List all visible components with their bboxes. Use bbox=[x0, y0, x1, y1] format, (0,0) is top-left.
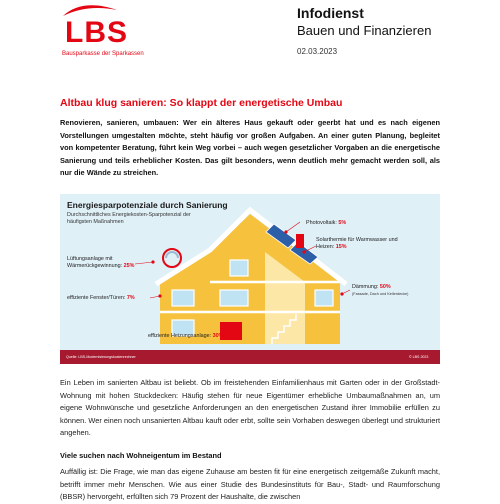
infographic bbox=[60, 194, 440, 364]
infographic-subtitle: Durchschnittliches Energiekosten-Sparpotenzial der häufigsten Maßnahmen bbox=[67, 212, 191, 225]
article-subheading: Viele suchen nach Wohneigentum im Bestand bbox=[60, 451, 222, 460]
header-subtitle: Bauen und Finanzieren bbox=[297, 23, 432, 38]
lbs-logo bbox=[57, 10, 177, 62]
label-lueftung: Lüftungsanlage mit Wärmerückgewinnung: 25% bbox=[67, 256, 135, 269]
article-paragraph-1: Ein Leben im sanierten Altbau ist beliebt. Ob im freistehenden Einfamilienhaus mit Garten oder in der Großstadt-Wohnung mit hohen Stuckdecken: Häufig stehen für neue Eigentümer erhebliche Umbaumaßnahmen an, um eigene Wohnwünsche und gesetzliche Anforderungen an den energetischen Zustand ihrer Immobilie erfüllen zu können. Wer einen noch unsanierten Altbau kauft oder erbt, sollte sein Vorhaben deswegen überlegt und strukturiert angehen. bbox=[60, 378, 440, 438]
label-daemmung: Dämmung: 50% bbox=[352, 284, 391, 290]
article-paragraph-2: Auffällig ist: Die Frage, wie man das eigene Zuhause am besten fit für eine energetisch zeitgemäße Zukunft macht, betrifft immer mehr Menschen. Wie aus einer Studie des Bundesinstituts für Bau-, Stadt- und Raumforschung (BBSR) hervorgeht, erfüllten sich 79 Prozent der Haushalte, die zwischen bbox=[60, 467, 440, 502]
label-solarthermie: Solarthermie für Warmwasser und Heizen: 15% bbox=[316, 237, 398, 250]
daemmung-note: (Fassade, Dach und Kellerdecke) bbox=[352, 292, 409, 296]
window-right bbox=[315, 290, 333, 306]
article-lead: Renovieren, sanieren, umbauen: Wer ein älteres Haus gekauft oder geerbt hat und es nach eigenen Vorstellungen umgestalten möchte, steht häufig vor großen Aufgaben. An einer guten Planung, begleitet von kompetenter Beratung, führt kein Weg vorbei – auch wegen gesetzlicher Vorgaben an die energetische Sanierung und teils erheblicher Kosten. Das gilt besonders, wenn deutlich mehr gemacht werden soll, als nur die Wände zu streichen. bbox=[60, 118, 440, 178]
infographic-copyright: © LBS 2023 bbox=[409, 355, 429, 359]
logo-subtitle: Bausparkasse der Sparkassen bbox=[62, 51, 144, 57]
window-attic bbox=[230, 260, 248, 276]
label-fenster: effiziente Fenster/Türen: 7% bbox=[67, 295, 135, 301]
label-photovoltaik: Photovoltaik: 5% bbox=[306, 220, 347, 226]
header-title: Infodienst bbox=[297, 5, 364, 21]
window-left-upper bbox=[172, 290, 194, 306]
header-date: 02.03.2023 bbox=[297, 47, 338, 56]
logo-text: LBS bbox=[65, 16, 128, 49]
article-headline: Altbau klug sanieren: So klappt der energetische Umbau bbox=[60, 97, 343, 109]
window-mid bbox=[220, 290, 248, 306]
infographic-source: Quelle: LBS-Modernisierungskostenrechner bbox=[66, 355, 136, 359]
chimney bbox=[296, 234, 304, 248]
infographic-title: Energiesparpotenziale durch Sanierung bbox=[67, 200, 228, 210]
label-heizung: effiziente Heizungsanlage: 30% bbox=[148, 333, 224, 339]
